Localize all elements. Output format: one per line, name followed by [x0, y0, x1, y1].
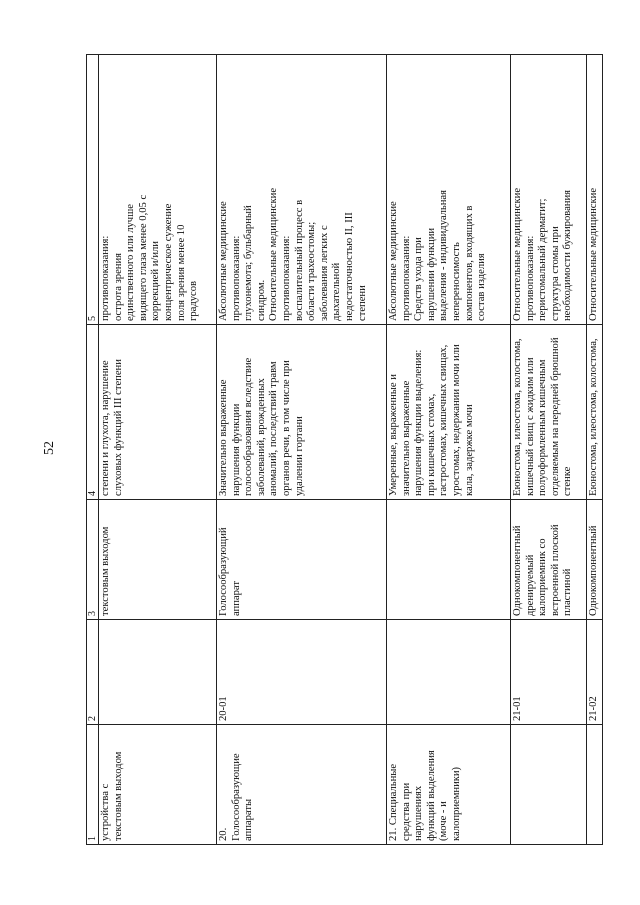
table-cell: [587, 725, 603, 845]
header-cell: 1: [87, 725, 99, 845]
table-row: [217, 55, 387, 845]
header-cell: 2: [87, 620, 99, 725]
table-row: [387, 55, 511, 845]
requirements-table: [86, 54, 603, 845]
table-cell: Абсолютные медицинские противопоказания: Средств ухода при нарушении функции выделения - индивидуальная непереносимость компонентов, входящих в состав изделия: [387, 55, 511, 325]
table-cell: [387, 620, 511, 725]
table-cell: Еюностома, илеостома, колостома, кишечный свищ с жидким или полуоформленным кишечным отделяемым на передней брюшной стенке: [511, 325, 587, 500]
table-cell: 20-01: [217, 620, 387, 725]
table-cell: Однокомпонентный: [587, 500, 603, 620]
header-cell: 3: [87, 500, 99, 620]
table-cell: Относительные медицинские: [587, 55, 603, 325]
table-cell: [387, 500, 511, 620]
table-row: [99, 55, 217, 845]
table-cell: 21. Специальные средства при нарушениях функций выделения (моче - и калоприемники): [387, 725, 511, 845]
header-cell: 4: [87, 325, 99, 500]
table-cell: Однокомпонентный дренируемый калоприемник со встроенной плоской пластиной: [511, 500, 587, 620]
table-cell: текстовым выходом: [99, 500, 217, 620]
page-number: 52: [42, 441, 57, 455]
table-cell: Абсолютные медицинские противопоказания: глухонемота; бульбарный синдром. Относительные медицинские противопоказания: воспалительный процесс в области трахеостомы; заболевания легких с дыхательной недостаточностью II, III степени: [217, 55, 387, 325]
rotated-table-page: [86, 55, 599, 845]
table-row: [511, 55, 587, 845]
table-cell: Относительные медицинские противопоказания: перистомальный дерматит; структура стомы при необходимости бужирования: [511, 55, 587, 325]
table-cell: Умеренные, выраженные и значительно выраженные нарушения функции выделения: при кишечных стомах, гастростомах, кишечных свищах, уростомах, недержании мочи или кала, задержке мочи: [387, 325, 511, 500]
table-cell: 20. Голосообразующие аппараты: [217, 725, 387, 845]
header-cell: 5: [87, 55, 99, 325]
table-cell: Значительно выраженные нарушения функции голосообразования вследствие заболеваний, врожденных аномалий, последствий травм органов речи, в том числе при удалении гортани: [217, 325, 387, 500]
table-cell: 21-02: [587, 620, 603, 725]
table-cell: [511, 725, 587, 845]
table-cell: противопоказания: острота зрения единственного или лучше видящего глаза менее 0,05 с коррекцией и/или концентрическое сужение поля зрения менее 10 градусов: [99, 55, 217, 325]
table-cell: Еюностома, илеостома, колостома,: [587, 325, 603, 500]
table-cell: устройства с текстовым выходом: [99, 725, 217, 845]
table-cell: Голосообразующий аппарат: [217, 500, 387, 620]
table-header-row: [87, 55, 99, 845]
table-cell: 21-01: [511, 620, 587, 725]
table-row: [587, 55, 603, 845]
table-cell: степени и глухота, нарушение слуховых функций III степени: [99, 325, 217, 500]
table-cell: [99, 620, 217, 725]
